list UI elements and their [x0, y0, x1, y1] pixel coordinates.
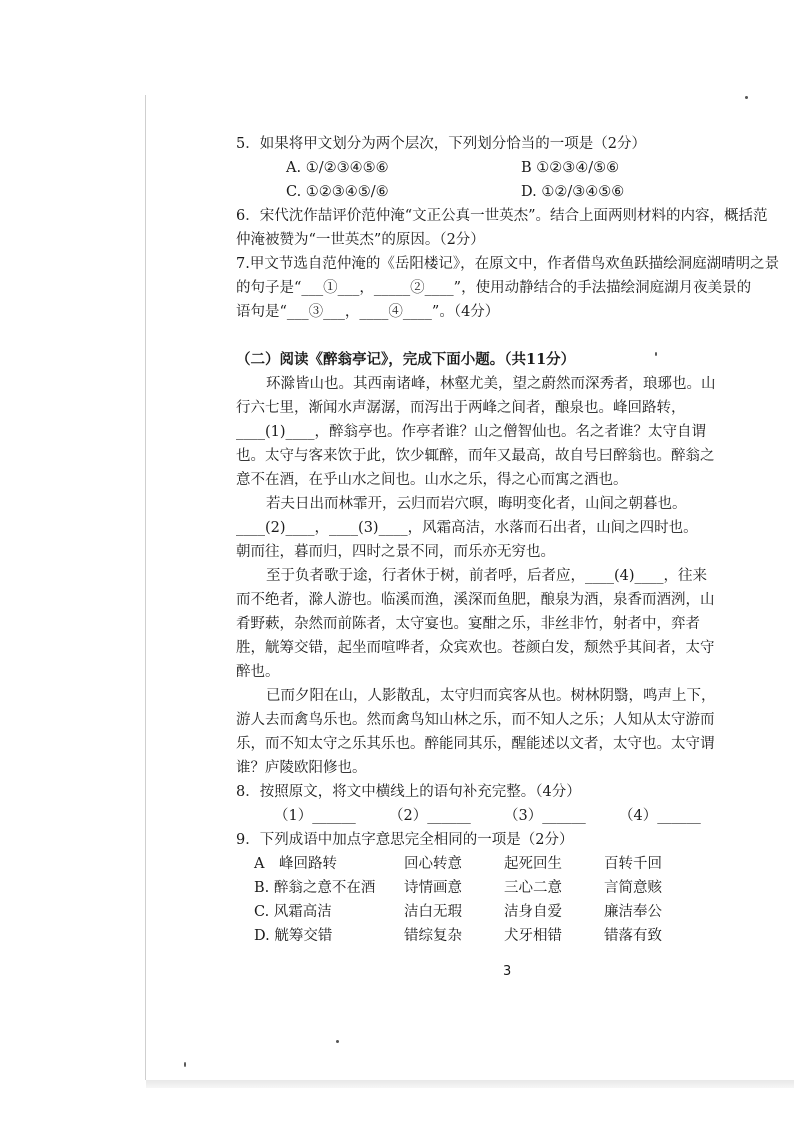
q9-idiom: A 峰回路转: [254, 856, 337, 872]
q9-idiom: 言简意赅: [604, 880, 662, 896]
passage-paragraph-2: [236, 492, 756, 564]
q9-idiom: 错落有致: [604, 928, 662, 944]
q5-option-a: A. ①/②③④⑤⑥: [286, 160, 389, 176]
q8-stem: 8．按照原文，将文中横线上的语句补充完整。（4分）: [236, 784, 581, 800]
passage-line: 游人去而禽鸟乐也。然而禽鸟知山林之乐，而不知人之乐；人知从太守游而: [236, 712, 715, 728]
q9-idiom: 诗情画意: [404, 880, 462, 896]
passage-line: 至于负者歌于途，行者休于树，前者呼，后者应，____(4)____，往来: [266, 568, 708, 584]
q9-idiom: C. 风霜高洁: [254, 904, 332, 920]
q7-line-1: 7.甲文节选自范仲淹的《岳阳楼记》，在原文中，作者借鸟欢鱼跃描绘洞庭湖晴明之景: [236, 256, 780, 272]
q9-stem: 9．下列成语中加点字意思完全相同的一项是（2分）: [236, 832, 574, 848]
q9-idiom: B. 醉翁之意不在酒: [254, 880, 376, 896]
q6-line-2: 仲淹被赞为“一世英杰”的原因。（2分）: [236, 232, 485, 248]
scan-speck: [655, 352, 657, 356]
passage-line: 也。太守与客来饮于此，饮少辄醉，而年又最高，故自号曰醉翁也。醉翁之: [236, 448, 715, 464]
passage-paragraph-1: [236, 372, 756, 492]
q8-blank-3: （3）______: [504, 808, 586, 824]
q9-idiom: D. 觥筹交错: [254, 928, 333, 944]
passage-line: 意不在酒，在乎山水之间也。山水之乐，得之心而寓之酒也。: [236, 472, 628, 488]
spacer: [236, 324, 756, 348]
q9-option-row-c: [236, 900, 756, 924]
page-bottom-edge: [146, 1080, 794, 1088]
passage-line: 朝而往，暮而归，四时之景不同，而乐亦无穷也。: [236, 544, 555, 560]
q5-options-row-1: [236, 156, 756, 180]
q7-line-3: 语句是“___③___，____④____”。（4分）: [236, 304, 500, 320]
q5-stem: 5．如果将甲文划分为两个层次，下列划分恰当的一项是（2分）: [236, 136, 646, 152]
passage-line: 若夫日出而林霏开，云归而岩穴暝，晦明变化者，山间之朝暮也。: [266, 496, 687, 512]
scan-speck: [184, 1062, 186, 1067]
q8-blank-4: （4）______: [619, 808, 701, 824]
scan-speck: [745, 96, 748, 99]
q9-idiom: 错综复杂: [404, 928, 462, 944]
passage-paragraph-4: [236, 684, 756, 780]
q6-line-1: 6．宋代沈作喆评价范仲淹“文正公真一世英杰”。结合上面两则材料的内容，概括范: [236, 208, 768, 224]
q5-option-b: B ①②③④/⑤⑥: [521, 160, 620, 176]
q5-options-row-2: [236, 180, 756, 204]
passage-line: ____(2)____，____(3)____，风霜高洁，水落而石出者，山间之四时也。: [236, 520, 698, 536]
passage-paragraph-3: [236, 564, 756, 684]
exam-page-content: [236, 132, 780, 948]
q9-option-row-b: [236, 876, 756, 900]
passage-line: 环滁皆山也。其西南诸峰，林壑尤美，望之蔚然而深秀者，琅琊也。山: [266, 376, 716, 392]
q9-idiom: 洁白无瑕: [404, 904, 462, 920]
q9-idiom: 起死回生: [504, 856, 562, 872]
passage-line: 肴野蔌，杂然而前陈者，太守宴也。宴酣之乐，非丝非竹，射者中，弈者: [236, 616, 700, 632]
page-left-edge: [145, 95, 146, 1080]
q9-option-row-d: [236, 924, 756, 948]
passage-line: ____(1)____，醉翁亭也。作亭者谁？山之僧智仙也。名之者谁？太守自谓: [236, 424, 707, 440]
passage-line: 谁？庐陵欧阳修也。: [236, 760, 367, 776]
q9-idiom: 百转千回: [604, 856, 662, 872]
scan-speck: [336, 1040, 339, 1043]
q9-idiom: 洁身自爱: [504, 904, 562, 920]
q9-option-row-a: [236, 852, 756, 876]
passage-line: 行六七里，渐闻水声潺潺，而泻出于两峰之间者，酿泉也。峰回路转，: [236, 400, 686, 416]
q8-blank-2: （2）______: [389, 808, 471, 824]
q9-idiom: 三心二意: [504, 880, 562, 896]
passage-line: 已而夕阳在山，人影散乱，太守归而宾客从也。树林阴翳，鸣声上下，: [266, 688, 716, 704]
section-2-title: （二）阅读《醉翁亭记》，完成下面小题。（共11分）: [236, 351, 576, 368]
q9-idiom: 廉洁奉公: [604, 904, 662, 920]
q8-blank-1: （1）______: [274, 808, 356, 824]
passage-line: 醉也。: [236, 664, 280, 680]
q9-idiom: 回心转意: [404, 856, 462, 872]
passage-line: 胜，觥筹交错，起坐而喧哗者，众宾欢也。苍颜白发，颓然乎其间者，太守: [236, 640, 715, 656]
q5-option-c: C. ①②③④⑤/⑥: [286, 184, 389, 200]
q7-line-2: 的句子是“___①___，_____②____”，使用动静结合的手法描绘洞庭湖月夜美景的: [236, 280, 752, 296]
passage-line: 乐，而不知太守之乐其乐也。醉能同其乐，醒能述以文者，太守也。太守谓: [236, 736, 715, 752]
q8-answer-blanks: [236, 804, 756, 828]
passage-line: 而不绝者，滁人游也。临溪而渔，溪深而鱼肥，酿泉为酒，泉香而酒洌，山: [236, 592, 715, 608]
page-number: 3: [503, 964, 512, 979]
q5-option-d: D. ①②/③④⑤⑥: [521, 184, 625, 200]
q9-idiom: 犬牙相错: [504, 928, 562, 944]
